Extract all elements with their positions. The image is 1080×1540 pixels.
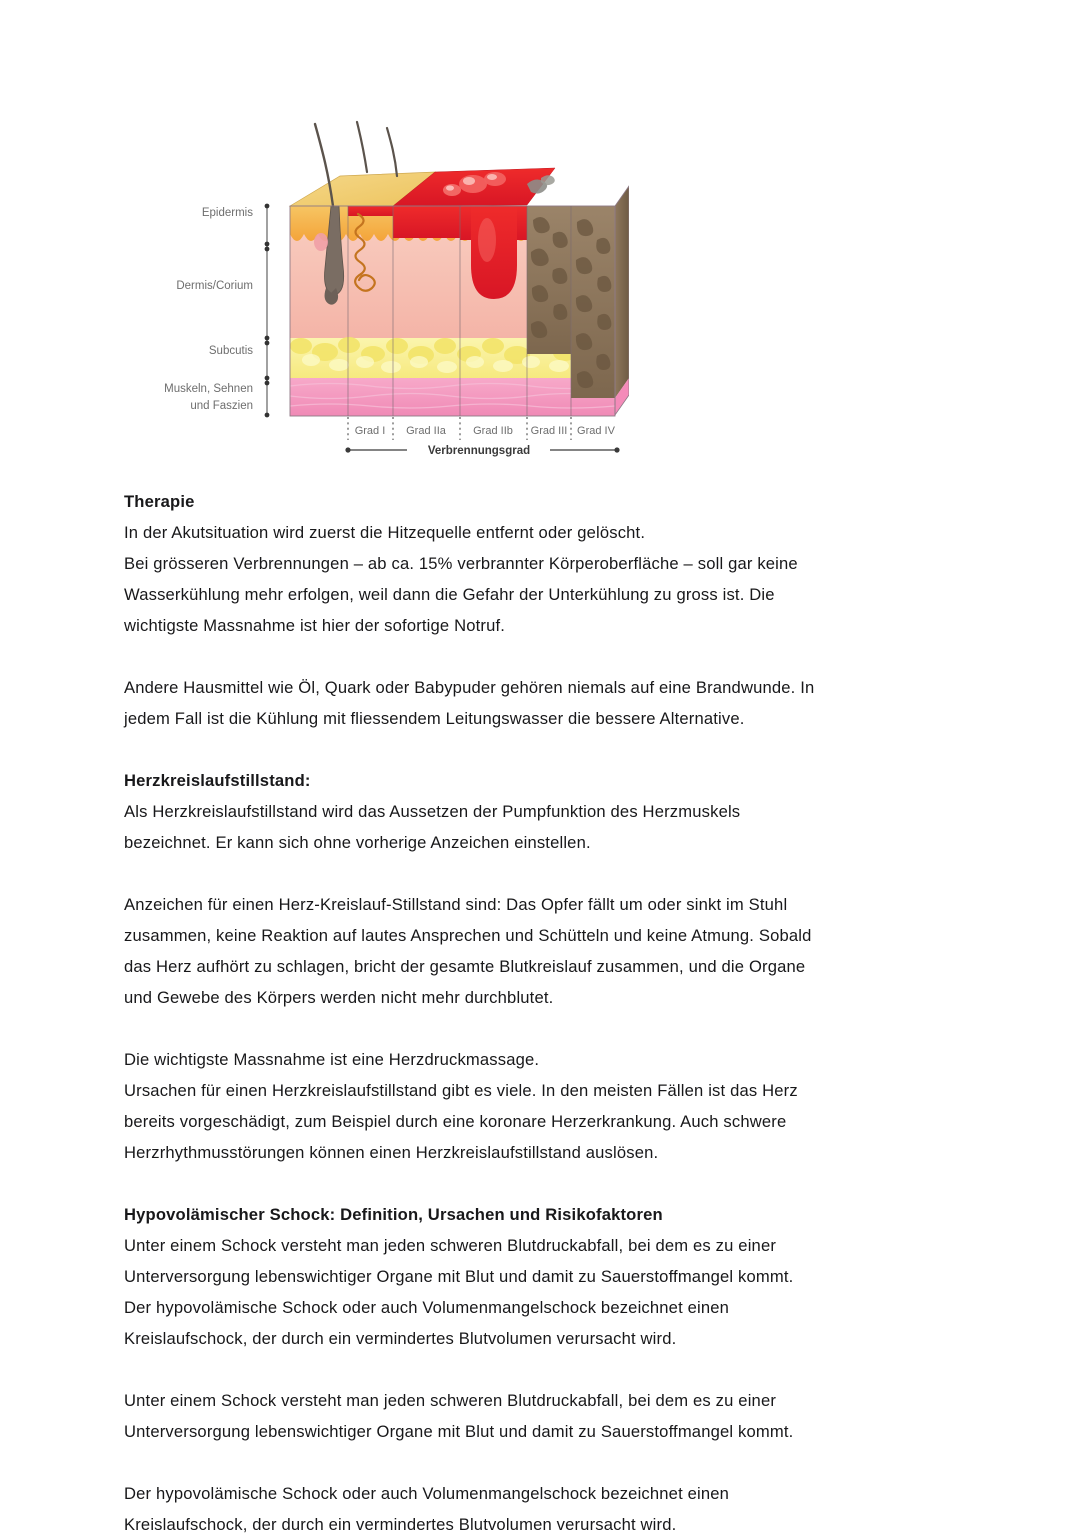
- section-hausmittel: [124, 672, 954, 734]
- layer-measure-bracket: [265, 204, 270, 418]
- paragraph-gap: [124, 858, 954, 889]
- text-line: Wasserkühlung mehr erfolgen, weil dann die Gefahr der Unterkühlung zu gross ist. Die: [124, 585, 775, 604]
- section-herzkreislaufstillstand: [124, 765, 954, 858]
- section-volumenmangelschock-wiederholung: [124, 1478, 954, 1540]
- text-line: Unterversorgung lebenswichtiger Organe mit Blut und damit zu Sauerstoffmangel kommt.: [124, 1422, 794, 1441]
- section-hypovolaemischer-schock: [124, 1199, 954, 1354]
- paragraph-gap: [124, 1013, 954, 1044]
- text-line: bezeichnet. Er kann sich ohne vorherige Anzeichen einstellen.: [124, 833, 591, 852]
- paragraph-gap: [124, 1447, 954, 1478]
- paragraph-massnahme-ursachen: [124, 1044, 954, 1168]
- grade-label-4: Grad IV: [577, 425, 615, 437]
- heading-hypovolaemischer-schock: Hypovolämischer Schock: Definition, Ursachen und Risikofaktoren: [124, 1205, 663, 1224]
- section-therapie: [124, 486, 954, 641]
- paragraph-gap: [124, 1354, 954, 1385]
- paragraph-hausmittel: [124, 672, 954, 734]
- paragraph-therapie: [124, 517, 954, 641]
- text-line: Kreislaufschock, der durch ein vermindertes Blutvolumen verursacht wird.: [124, 1515, 677, 1534]
- layer-label-epidermis: Epidermis: [201, 207, 253, 219]
- grade-label-3: Grad III: [530, 425, 568, 437]
- paragraph-schock-definition-wiederholung: [124, 1385, 954, 1447]
- verbrennungsgrad-axis: [345, 445, 619, 457]
- text-line: Die wichtigste Massnahme ist eine Herzdruckmassage.: [124, 1050, 540, 1069]
- text-line: und Gewebe des Körpers werden nicht mehr durchblutet.: [124, 988, 554, 1007]
- section-anzeichen: [124, 889, 954, 1013]
- burn-degree-diagram: [135, 110, 629, 458]
- layer-label-faszien: und Faszien: [190, 400, 253, 412]
- text-line: Unter einem Schock versteht man jeden schweren Blutdruckabfall, bei dem es zu einer: [124, 1391, 777, 1410]
- grade-label-1: Grad I: [354, 425, 386, 437]
- text-line: Der hypovolämische Schock oder auch Volumenmangelschock bezeichnet einen: [124, 1298, 730, 1317]
- document-body: [124, 486, 954, 1540]
- paragraph-hypovolaemischer-schock: [124, 1230, 954, 1354]
- text-line: Unter einem Schock versteht man jeden schweren Blutdruckabfall, bei dem es zu einer: [124, 1236, 777, 1255]
- section-schock-definition-wiederholung: [124, 1385, 954, 1447]
- text-line: zusammen, keine Reaktion auf lautes Ansprechen und Schütteln und keine Atmung. Sobald: [124, 926, 812, 945]
- paragraph-herzkreislaufstillstand: [124, 796, 954, 858]
- text-line: jedem Fall ist die Kühlung mit fliessendem Leitungswasser die bessere Alternative.: [124, 709, 745, 728]
- skin-block: [290, 122, 629, 416]
- grade-label-2a: Grad IIa: [406, 425, 446, 437]
- paragraph-gap: [124, 1168, 954, 1199]
- layer-label-dermis: Dermis/Corium: [176, 280, 253, 292]
- paragraph-gap: [124, 734, 954, 765]
- text-line: Als Herzkreislaufstillstand wird das Aussetzen der Pumpfunktion des Herzmuskels: [124, 802, 741, 821]
- paragraph-gap: [124, 641, 954, 672]
- text-line: Andere Hausmittel wie Öl, Quark oder Babypuder gehören niemals auf eine Brandwunde. In: [124, 678, 815, 697]
- layer-label-muskeln: Muskeln, Sehnen: [164, 383, 253, 395]
- axis-title-verbrennungsgrad: Verbrennungsgrad: [427, 445, 531, 457]
- heading-herzkreislaufstillstand: Herzkreislaufstillstand:: [124, 771, 311, 790]
- layer-label-subcutis: Subcutis: [208, 345, 253, 357]
- grade-label-2b: Grad IIb: [473, 425, 513, 437]
- text-line: wichtigste Massnahme ist hier der sofortige Notruf.: [124, 616, 506, 635]
- text-line: Der hypovolämische Schock oder auch Volumenmangelschock bezeichnet einen: [124, 1484, 730, 1503]
- text-line: bereits vorgeschädigt, zum Beispiel durch eine koronare Herzerkrankung. Auch schwere: [124, 1112, 787, 1131]
- text-line: Herzrhythmusstörungen können einen Herzkreislaufstillstand auslösen.: [124, 1143, 659, 1162]
- text-line: In der Akutsituation wird zuerst die Hitzequelle entfernt oder gelöscht.: [124, 523, 646, 542]
- text-line: Unterversorgung lebenswichtiger Organe mit Blut und damit zu Sauerstoffmangel kommt.: [124, 1267, 794, 1286]
- text-line: Ursachen für einen Herzkreislaufstillstand gibt es viele. In den meisten Fällen ist das Herz: [124, 1081, 798, 1100]
- text-line: das Herz aufhört zu schlagen, bricht der gesamte Blutkreislauf zusammen, und die Organe: [124, 957, 806, 976]
- text-line: Bei grösseren Verbrennungen – ab ca. 15% verbrannter Körperoberfläche – soll gar keine: [124, 554, 798, 573]
- heading-therapie: Therapie: [124, 492, 195, 511]
- paragraph-anzeichen: [124, 889, 954, 1013]
- section-massnahme-ursachen: [124, 1044, 954, 1168]
- paragraph-volumenmangelschock-wiederholung: [124, 1478, 954, 1540]
- text-line: Kreislaufschock, der durch ein vermindertes Blutvolumen verursacht wird.: [124, 1329, 677, 1348]
- text-line: Anzeichen für einen Herz-Kreislauf-Stillstand sind: Das Opfer fällt um oder sinkt im Stuhl: [124, 895, 788, 914]
